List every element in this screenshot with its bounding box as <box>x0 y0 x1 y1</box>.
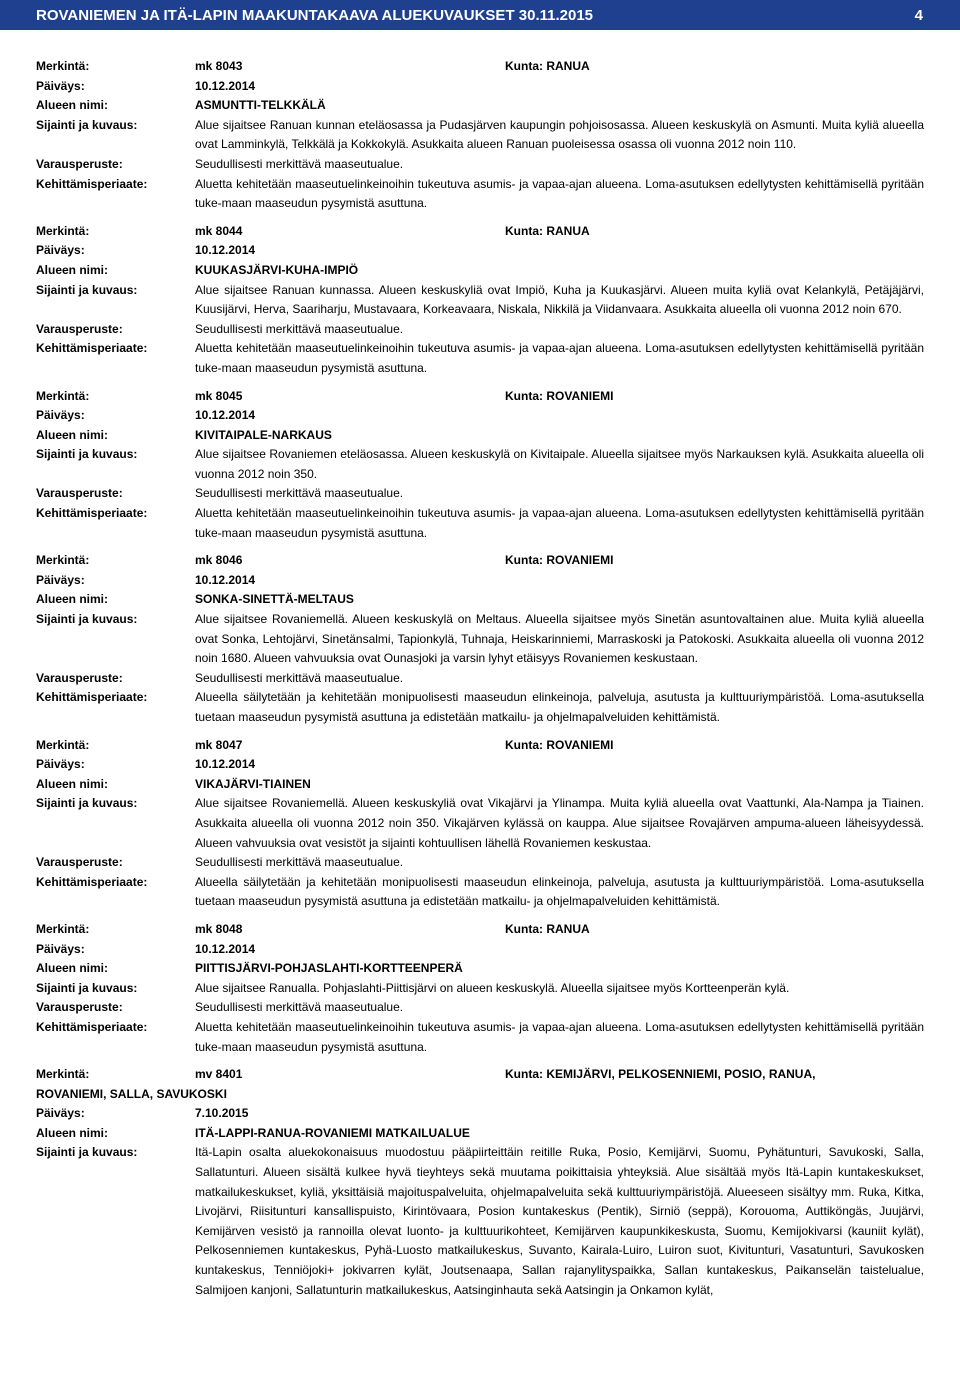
entry-varausperuste: Seudullisesti merkittävä maaseutualue. <box>195 321 404 336</box>
document-body <box>36 57 924 1308</box>
entry-header <box>36 387 924 407</box>
entry-date: 10.12.2014 <box>195 243 256 258</box>
entry-header <box>36 222 924 242</box>
label-paivays: Päiväys: <box>36 78 85 93</box>
label-merkinta: Merkintä: <box>36 737 90 752</box>
label-kehitys: Kehittämisperiaate: <box>36 176 148 191</box>
entry-kunta: Kunta: RANUA <box>505 921 590 936</box>
label-nimi: Alueen nimi: <box>36 98 109 113</box>
label-nimi: Alueen nimi: <box>36 961 109 976</box>
label-merkinta: Merkintä: <box>36 1067 90 1082</box>
entry-name: KIVITAIPALE-NARKAUS <box>195 427 332 442</box>
entry-header <box>36 57 924 77</box>
label-nimi: Alueen nimi: <box>36 592 109 607</box>
area-entry <box>36 551 924 727</box>
entry-kehittamisperiaate: Alueella säilytetään ja kehitetään monipuolisesti maaseudun elinkeinoja, palveluja, asutusta ja kulttuuriympäristöä. Loma-asutuksella tuetaan maaseudun pysymistä asuttuna ja edistetään matkailu- ja ohjelmapalveluiden kehittämistä. <box>195 690 924 724</box>
entry-description: Alue sijaitsee Rovaniemellä. Alueen keskuskyliä ovat Vikajärvi ja Ylinampa. Muita kyliä alueella ovat Vaattunki, Ala-Nampa ja Tiainen. Asukkaita alueella oli vuonna 2012 noin 350. Vikajärven kylässä on kauppa. Alue sijaitsee Rovajärven ampuma-alueen läheisyydessä. Alueen vahvuuksia ovat vesistöt ja sijainti kohtuullisen lähellä Rovaniemen keskustaa. <box>195 796 924 850</box>
label-kehitys: Kehittämisperiaate: <box>36 341 148 356</box>
entry-description: Alue sijaitsee Rovaniemen eteläosassa. Alueen keskuskylä on Kivitaipale. Alueella sijaitsee myös Narkauksen kylä. Asukkaita alueella oli vuonna 2012 noin 350. <box>195 447 924 481</box>
area-entry <box>36 736 924 912</box>
label-nimi: Alueen nimi: <box>36 1125 109 1140</box>
label-sijainti: Sijainti ja kuvaus: <box>36 796 138 811</box>
page-number: 4 <box>914 6 923 24</box>
label-sijainti: Sijainti ja kuvaus: <box>36 980 138 995</box>
entry-date: 10.12.2014 <box>195 757 256 772</box>
entry-kunta: Kunta: ROVANIEMI <box>505 737 614 752</box>
entry-code: mk 8048 <box>195 921 243 936</box>
entry-varausperuste: Seudullisesti merkittävä maaseutualue. <box>195 1000 404 1015</box>
label-kehitys: Kehittämisperiaate: <box>36 506 148 521</box>
entry-date: 10.12.2014 <box>195 572 256 587</box>
label-sijainti: Sijainti ja kuvaus: <box>36 282 138 297</box>
entry-code: mk 8045 <box>195 388 243 403</box>
entry-kehittamisperiaate: Aluetta kehitetään maaseutuelinkeinoihin tukeutuva asumis- ja vapaa-ajan alueena. Loma-asutuksen edellytysten kehittämisellä pyritään tuke-maan maaseudun pysymistä asuttuna. <box>195 176 924 211</box>
entry-kehittamisperiaate: Aluetta kehitetään maaseutuelinkeinoihin tukeutuva asumis- ja vapaa-ajan alueena. Loma-asutuksen edellytysten kehittämisellä pyritään tuke-maan maaseudun pysymistä asuttuna. <box>195 1019 924 1054</box>
area-entry <box>36 1065 924 1300</box>
label-varaus: Varausperuste: <box>36 321 123 336</box>
area-entry <box>36 920 924 1057</box>
label-sijainti: Sijainti ja kuvaus: <box>36 612 138 627</box>
entry-date: 7.10.2015 <box>195 1106 249 1121</box>
document-title: ROVANIEMEN JA ITÄ-LAPIN MAAKUNTAKAAVA ALUEKUVAUKSET 30.11.2015 <box>36 6 594 24</box>
label-varaus: Varausperuste: <box>36 156 123 171</box>
entry-varausperuste: Seudullisesti merkittävä maaseutualue. <box>195 156 404 171</box>
label-sijainti: Sijainti ja kuvaus: <box>36 1145 138 1160</box>
entry-name: VIKAJÄRVI-TIAINEN <box>195 776 311 791</box>
label-varaus: Varausperuste: <box>36 855 123 870</box>
entry-code: mk 8047 <box>195 737 243 752</box>
entry-code: mk 8043 <box>195 59 243 73</box>
entry-description: Alue sijaitsee Ranuan kunnan eteläosassa ja Pudasjärven kaupungin pohjoisosassa. Alueen keskuskylä on Asmunti. Muita kyliä alueella ovat Lamminkylä, Telkkälä ja Kokkokylä. Asukkaita alueen Ranuan puoleisessa osassa oli vuonna 2012 noin 110. <box>195 117 924 152</box>
label-kehitys: Kehittämisperiaate: <box>36 1019 148 1034</box>
entry-kunta-continued-row <box>36 1085 924 1105</box>
entry-date: 10.12.2014 <box>195 78 256 93</box>
area-entry <box>36 387 924 544</box>
label-merkinta: Merkintä: <box>36 921 90 936</box>
entry-description: Alue sijaitsee Rovaniemellä. Alueen keskuskylä on Meltaus. Alueella sijaitsee myös Sinetän asuntovaltainen alue. Muita kyliä alueella ovat Sonka, Lehtojärvi, Sinetänsalmi, Tapionkylä, Tuhnaja, Heiskarinniemi, Marraskoski ja Patokoski. Asukkaita alueella oli vuonna 2012 noin 1680. Alueen vahvuuksia ovat Ounasjoki ja varsin lyhyt etäisyys Rovaniemen keskustaan. <box>195 612 924 666</box>
page-header <box>0 0 960 30</box>
entry-kunta: Kunta: RANUA <box>505 59 590 73</box>
label-nimi: Alueen nimi: <box>36 776 109 791</box>
area-entry <box>36 57 924 214</box>
entry-date: 10.12.2014 <box>195 408 256 423</box>
entry-name: PIITTISJÄRVI-POHJASLAHTI-KORTTEENPERÄ <box>195 961 463 976</box>
label-varaus: Varausperuste: <box>36 670 123 685</box>
entry-varausperuste: Seudullisesti merkittävä maaseutualue. <box>195 855 404 870</box>
label-merkinta: Merkintä: <box>36 59 90 73</box>
entry-kunta: Kunta: RANUA <box>505 223 590 238</box>
label-merkinta: Merkintä: <box>36 553 90 568</box>
entry-description: Itä-Lapin osalta aluekokonaisuus muodostuu pääpiirteittäin reitille Ruka, Posio, Kemijärvi, Suomu, Pyhätunturi, Savukoski, Salla, Sallatunturi. Alueen sisältä kulkee hyvä tieyhteys sekä muutama poikittaisia yhteyksiä. Alue sisältää myös Itä-Lapin kuntakeskukset, matkailukeskukset, kyliä, yksittäisiä majoituspalveluita, ohjelmapalveluita sekä kulttuuriympäristöjä. Alueeseen sisältyy mm. Ruka, Kitka, Livojärvi, Riisitunturi kansallispuisto, Kirintövaara, Posion kuntakeskus (Pentik), Sirniö (seppä), Korouoma, Auttiköngäs, Juujärvi, Kemijärven vesistö ja rannoilla olevat luonto- ja kulttuurikohteet, Kemijärven kaupunkikeskusta, Suomu, Kemijokivarsi (kauniit kylät), Pelkosenniemen kuntakeskus, Pyhä-Luosto matkailukeskus, Suvanto, Kairala-Luiro, Luiron suot, Kivitunturi, Vasatunturi, Savukosken kuntakeskus, Tenniöjoki+ jokivarren kylät, Joutsenaapa, Sallan rajanylityspaikka, Sallan kuntakeskus, Paikanselän taistelualue, Salmijoen kanjoni, Sallatunturin matkailukeskus, Aatsinginhauta sekä Aatsingin ja Onkamon kylät, <box>195 1145 924 1297</box>
label-paivays: Päiväys: <box>36 757 85 772</box>
entry-code: mk 8044 <box>195 223 243 238</box>
label-merkinta: Merkintä: <box>36 223 90 238</box>
entry-header <box>36 551 924 571</box>
entry-header <box>36 736 924 756</box>
entry-date: 10.12.2014 <box>195 941 256 956</box>
entry-kunta: Kunta: ROVANIEMI <box>505 388 614 403</box>
label-varaus: Varausperuste: <box>36 1000 123 1015</box>
entry-kunta-continued: ROVANIEMI, SALLA, SAVUKOSKI <box>36 1086 227 1101</box>
label-paivays: Päiväys: <box>36 1106 85 1121</box>
label-sijainti: Sijainti ja kuvaus: <box>36 117 138 132</box>
entry-code: mv 8401 <box>195 1067 243 1082</box>
entry-header <box>36 1065 924 1085</box>
label-paivays: Päiväys: <box>36 572 85 587</box>
entry-name: KUUKASJÄRVI-KUHA-IMPIÖ <box>195 262 359 277</box>
label-merkinta: Merkintä: <box>36 388 90 403</box>
entry-varausperuste: Seudullisesti merkittävä maaseutualue. <box>195 486 404 501</box>
label-kehitys: Kehittämisperiaate: <box>36 874 148 889</box>
label-paivays: Päiväys: <box>36 243 85 258</box>
entry-code: mk 8046 <box>195 553 243 568</box>
entry-name: ASMUNTTI-TELKKÄLÄ <box>195 98 326 113</box>
label-nimi: Alueen nimi: <box>36 427 109 442</box>
label-paivays: Päiväys: <box>36 941 85 956</box>
entry-name: ITÄ-LAPPI-RANUA-ROVANIEMI MATKAILUALUE <box>195 1125 470 1140</box>
entry-kunta: Kunta: ROVANIEMI <box>505 553 614 568</box>
entry-kehittamisperiaate: Aluetta kehitetään maaseutuelinkeinoihin tukeutuva asumis- ja vapaa-ajan alueena. Loma-asutuksen edellytysten kehittämisellä pyritään tuke-maan maaseudun pysymistä asuttuna. <box>195 506 924 540</box>
entry-kunta: Kunta: KEMIJÄRVI, PELKOSENNIEMI, POSIO, RANUA, <box>505 1067 816 1082</box>
entry-kehittamisperiaate: Alueella säilytetään ja kehitetään monipuolisesti maaseudun elinkeinoja, palveluja, asutusta ja kulttuuriympäristöä. Loma-asutuksella tuetaan maaseudun pysymistä asuttuna ja edistetään matkailu- ja ohjelmapalveluiden kehittämistä. <box>195 874 924 909</box>
label-nimi: Alueen nimi: <box>36 262 109 277</box>
label-kehitys: Kehittämisperiaate: <box>36 690 148 705</box>
entry-header <box>36 920 924 940</box>
label-varaus: Varausperuste: <box>36 486 123 501</box>
entry-kehittamisperiaate: Aluetta kehitetään maaseutuelinkeinoihin tukeutuva asumis- ja vapaa-ajan alueena. Loma-asutuksen edellytysten kehittämisellä pyritään tuke-maan maaseudun pysymistä asuttuna. <box>195 341 924 375</box>
entry-description: Alue sijaitsee Ranuan kunnassa. Alueen keskuskyliä ovat Impiö, Kuha ja Kuukasjärvi. Alueen muita kyliä ovat Kelankylä, Petäjäjärvi, Kuusijärvi, Herva, Saariharju, Mustavaara, Korkeavaara, Niskala, Nikkilä ja Viidanvaara. Asukkaita alueella oli vuonna 2012 noin 670. <box>195 282 924 317</box>
label-sijainti: Sijainti ja kuvaus: <box>36 447 138 462</box>
entry-name: SONKA-SINETTÄ-MELTAUS <box>195 592 354 607</box>
area-entry <box>36 222 924 379</box>
entry-varausperuste: Seudullisesti merkittävä maaseutualue. <box>195 670 404 685</box>
entry-description: Alue sijaitsee Ranualla. Pohjaslahti-Piittisjärvi on alueen keskuskylä. Alueella sijaitsee myös Kortteenperän kylä. <box>195 980 790 995</box>
label-paivays: Päiväys: <box>36 408 85 423</box>
